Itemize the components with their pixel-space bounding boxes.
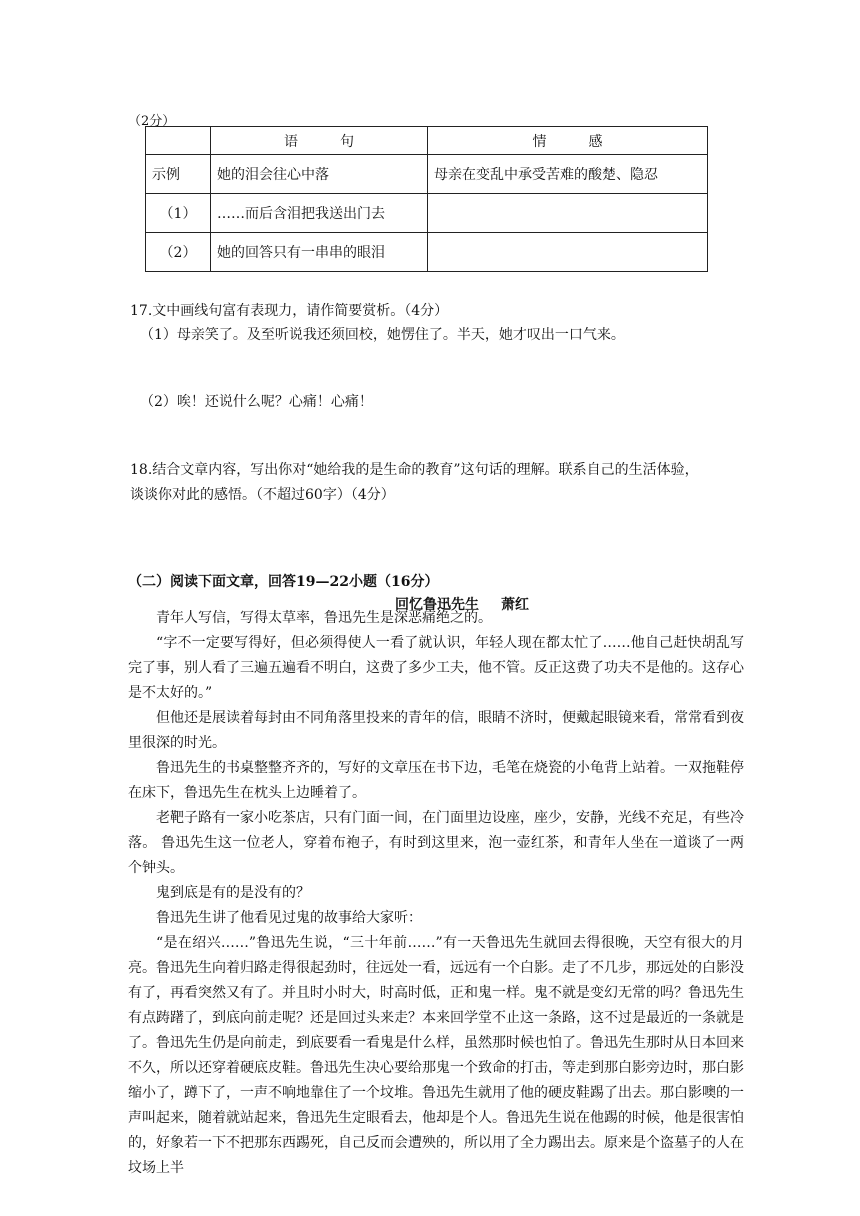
score-note: （2分） — [128, 114, 176, 129]
row-emotion-blank[interactable] — [428, 233, 708, 272]
row-label: （2） — [146, 233, 211, 272]
row-sentence: 她的泪会往心中落 — [211, 155, 428, 194]
row-emotion-blank[interactable] — [428, 194, 708, 233]
q17-prompt: 17.文中画线句富有表现力，请作简要赏析。（4分） — [130, 303, 449, 319]
article-title: 回忆鲁迅先生 — [395, 597, 479, 613]
article-paragraph: 鲁迅先生讲了他看见过鬼的故事给大家听： — [156, 910, 422, 926]
table-header-cell: 语 句 — [211, 127, 428, 155]
article-paragraph: 但他还是展读着每封由不同角落里投来的青年的信，眼睛不济时，便戴起眼镜来看，常常看到夜里很深的时光。 — [128, 710, 744, 751]
article-paragraph: “字不一定要写得好，但必须得使人一看了就认识，年轻人现在都太忙了……他自己赶快胡乱写完了事，别人看了三遍五遍看不明白，这费了多少工夫，他不管。反正这费了功夫不是他的。这存心是不太好的。” — [128, 635, 744, 701]
article-paragraph: 老靶子路有一家小吃茶店，只有门面一间，在门面里边设座，座少，安静，光线不充足，有些冷落。 鲁迅先生这一位老人，穿着布袍子，有时到这里来，泡一壶红茶，和青年人坐在一道谈了一两个钟头。 — [128, 810, 744, 876]
article-body — [128, 606, 744, 1181]
table-header-cell — [146, 127, 211, 155]
answer-table — [145, 126, 708, 272]
q17-item-2: （2）唉！还说什么呢？心痛！心痛！ — [140, 394, 373, 410]
table-header-cell: 情 感 — [428, 127, 708, 155]
section-heading: （二）阅读下面文章，回答19—22小题（16分） — [128, 574, 439, 590]
table-row — [146, 194, 708, 233]
article-paragraph: 青年人写信，写得太草率，鲁迅先生是深恶痛绝之的。 — [156, 610, 492, 626]
article-author: 萧红 — [501, 597, 529, 613]
table-row — [146, 233, 708, 272]
row-label: （1） — [146, 194, 211, 233]
row-sentence: ……而后含泪把我送出门去 — [211, 194, 428, 233]
row-sentence: 她的回答只有一串串的眼泪 — [211, 233, 428, 272]
row-emotion: 母亲在变乱中承受苦难的酸楚、隐忍 — [428, 155, 708, 194]
table-row — [146, 155, 708, 194]
article-paragraph: “是在绍兴……”鲁迅先生说，“三十年前……”有一天鲁迅先生就回去得很晚，天空有很大的月亮。鲁迅先生向着归路走得很起劲时，往远处一看，远远有一个白影。走了不几步，那远处的白影没有了，再看突然又有了。并且时小时大，时高时低，正和鬼一样。鬼不就是变幻无常的吗？鲁迅先生有点踌躇了，到底向前走呢？还是回过头来走？本来回学堂不止这一条路，这不过是最近的一条就是了。鲁迅先生仍是向前走，到底要看一看鬼是什么样，虽然那时候也怕了。鲁迅先生那时从日本回来不久，所以还穿着硬底皮鞋。鲁迅先生决心要给那鬼一个致命的打击，等走到那白影旁边时，那白影缩小了，蹲下了，一声不响地靠住了一个坟堆。鲁迅先生就用了他的硬皮鞋踢了出去。那白影噢的一声叫起来，随着就站起来，鲁迅先生定眼看去，他却是个人。鲁迅先生说在他踢的时候，他是很害怕的，好象若一下不把那东西踢死，自己反而会遭殃的，所以用了全力踢出去。原来是个盗墓子的人在坟场上半 — [128, 935, 744, 1176]
q17-item-1: （1）母亲笑了。及至听说我还须回校，她愣住了。半天，她才叹出一口气来。 — [140, 327, 625, 343]
article-paragraph: 鬼到底是有的是没有的？ — [156, 885, 310, 901]
row-label: 示例 — [146, 155, 211, 194]
table-header-row — [146, 127, 708, 155]
q18-line-1: 18.结合文章内容，写出你对“她给我的是生命的教育”这句话的理解。联系自己的生活体验， — [130, 462, 699, 478]
q18-line-2: 谈谈你对此的感悟。（不超过60字）（4分） — [130, 487, 395, 503]
article-paragraph: 鲁迅先生的书桌整整齐齐的，写好的文章压在书下边，毛笔在烧瓷的小龟背上站着。一双拖鞋停在床下，鲁迅先生在枕头上边睡着了。 — [128, 760, 744, 801]
